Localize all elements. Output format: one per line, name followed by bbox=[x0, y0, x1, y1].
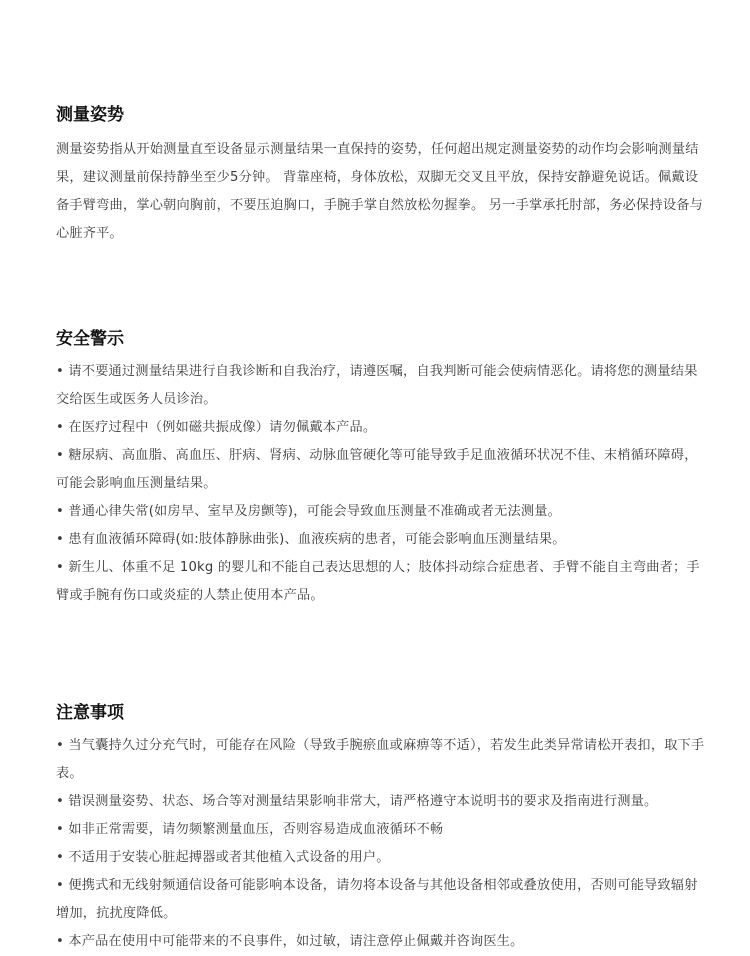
precautions-section bbox=[56, 702, 706, 956]
list-item: • 便携式和无线射频通信设备可能影响本设备，请勿将本设备与其他设备相邻或叠放使用，否则可能导致辐射增加，抗扰度降低。 bbox=[56, 872, 706, 928]
posture-section bbox=[56, 104, 706, 248]
list-item: • 患有血液循环障碍(如:肢体静脉曲张)、血液疾病的患者，可能会影响血压测量结果。 bbox=[56, 526, 706, 554]
list-item: • 不适用于安装心脏起搏器或者其他植入式设备的用户。 bbox=[56, 844, 706, 872]
list-item: • 在医疗过程中（例如磁共振成像）请勿佩戴本产品。 bbox=[56, 414, 706, 442]
list-item: • 请不要通过测量结果进行自我诊断和自我治疗，请遵医嘱，自我判断可能会使病情恶化。请将您的测量结果交给医生或医务人员诊治。 bbox=[56, 358, 706, 414]
posture-paragraph: 测量姿势指从开始测量直至设备显示测量结果一直保持的姿势，任何超出规定测量姿势的动作均会影响测量结果，建议测量前保持静坐至少5分钟。 背靠座椅，身体放松，双脚无交叉且平放，保持安静避免说话。佩戴设备手臂弯曲，掌心朝向胸前，不要压迫胸口，手腕手掌自然放松勿握拳。 另一手掌承托肘部，务必保持设备与心脏齐平。 bbox=[56, 142, 703, 241]
posture-heading: 测量姿势 bbox=[56, 105, 124, 125]
safety-heading: 安全警示 bbox=[56, 329, 124, 349]
safety-warning-section bbox=[56, 328, 706, 610]
list-item: • 当气囊持久过分充气时，可能存在风险（导致手腕瘀血或麻痹等不适），若发生此类异常请松开表扣，取下手表。 bbox=[56, 732, 706, 788]
list-item: • 本产品在使用中可能带来的不良事件，如过敏，请注意停止佩戴并咨询医生。 bbox=[56, 928, 706, 956]
precautions-list bbox=[56, 732, 706, 956]
list-item: • 错误测量姿势、状态、场合等对测量结果影响非常大，请严格遵守本说明书的要求及指南进行测量。 bbox=[56, 788, 706, 816]
list-item: • 新生儿、体重不足 10kg 的婴儿和不能自己表达思想的人；肢体抖动综合症患者、手臂不能自主弯曲者；手臂或手腕有伤口或炎症的人禁止使用本产品。 bbox=[56, 554, 706, 610]
list-item: • 如非正常需要，请勿频繁测量血压，否则容易造成血液循环不畅 bbox=[56, 816, 706, 844]
list-item: • 普通心律失常(如房早、室早及房颤等)，可能会导致血压测量不准确或者无法测量。 bbox=[56, 498, 706, 526]
precautions-heading: 注意事项 bbox=[56, 703, 124, 723]
list-item: • 糖尿病、高血脂、高血压、肝病、肾病、动脉血管硬化等可能导致手足血液循环状况不佳、末梢循环障碍，可能会影响血压测量结果。 bbox=[56, 442, 706, 498]
safety-list bbox=[56, 358, 706, 610]
